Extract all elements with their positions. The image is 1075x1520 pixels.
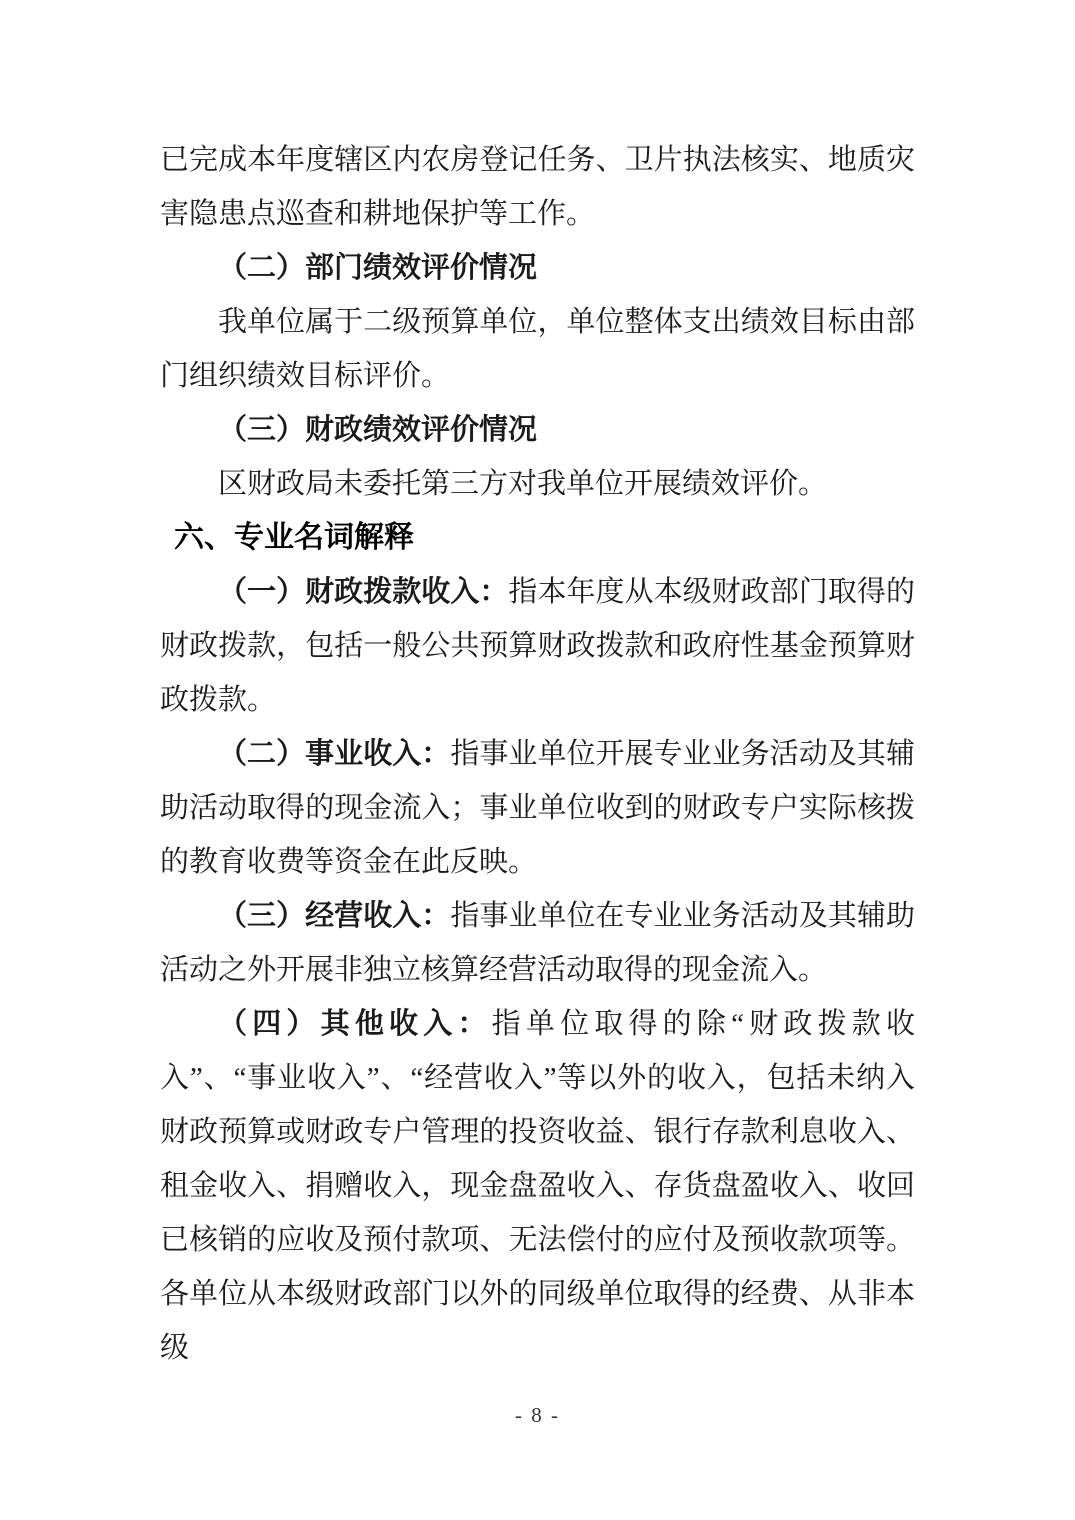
paragraph-fiscal-performance: 区财政局未委托第三方对我单位开展绩效评价。 bbox=[218, 468, 828, 500]
term-lead-other-income: （四）其他收入： bbox=[218, 1008, 492, 1040]
subheading-fiscal-performance-evaluation: （三）财政绩效评价情况 bbox=[218, 414, 538, 446]
term-definition-business-income bbox=[160, 889, 915, 997]
term-text-operating-income-public-institution: 指事业单位开展专业业务活动及其辅助活动取得的现金流入；事业单位收到的财政专户实际核拨的教育收费等资金在此反映。 bbox=[160, 738, 915, 878]
term-text-other-income: 指单位取得的除“财政拨款收入”、“事业收入”、“经营收入”等以外的收入，包括未纳入财政预算或财政专户管理的投资收益、银行存款利息收入、租金收入、捐赠收入，现金盘盈收入、存货盘盈收入、收回已核销的应收及预付款项、无法偿付的应付及预收款项等。各单位从本级财政部门以外的同级单位取得的经费、从非本级 bbox=[160, 1008, 915, 1364]
term-text-fiscal-appropriation-income: 指本年度从本级财政部门取得的财政拨款，包括一般公共预算财政拨款和政府性基金预算财政拨款。 bbox=[160, 576, 915, 716]
term-definition-other-income bbox=[160, 997, 915, 1375]
document-body bbox=[160, 133, 915, 1375]
term-lead-fiscal-appropriation-income: （一）财政拨款收入： bbox=[218, 576, 509, 608]
term-definition-fiscal-appropriation-income bbox=[160, 565, 915, 727]
term-lead-business-income: （三）经营收入： bbox=[218, 900, 451, 932]
paragraph-department-performance: 我单位属于二级预算单位，单位整体支出绩效目标由部门组织绩效目标评价。 bbox=[160, 306, 915, 392]
section-heading-terminology: 六、专业名词解释 bbox=[174, 521, 414, 554]
term-definition-operating-income-public-institution bbox=[160, 727, 915, 889]
page-number: - 8 - bbox=[515, 1403, 560, 1427]
paragraph-continued-from-previous-page: 已完成本年度辖区内农房登记任务、卫片执法核实、地质灾害隐患点巡查和耕地保护等工作。 bbox=[160, 144, 915, 230]
term-text-business-income: 指事业单位在专业业务活动及其辅助活动之外开展非独立核算经营活动取得的现金流入。 bbox=[160, 900, 915, 986]
subheading-department-performance-evaluation: （二）部门绩效评价情况 bbox=[218, 252, 538, 284]
term-lead-operating-income-public-institution: （二）事业收入： bbox=[218, 738, 451, 770]
